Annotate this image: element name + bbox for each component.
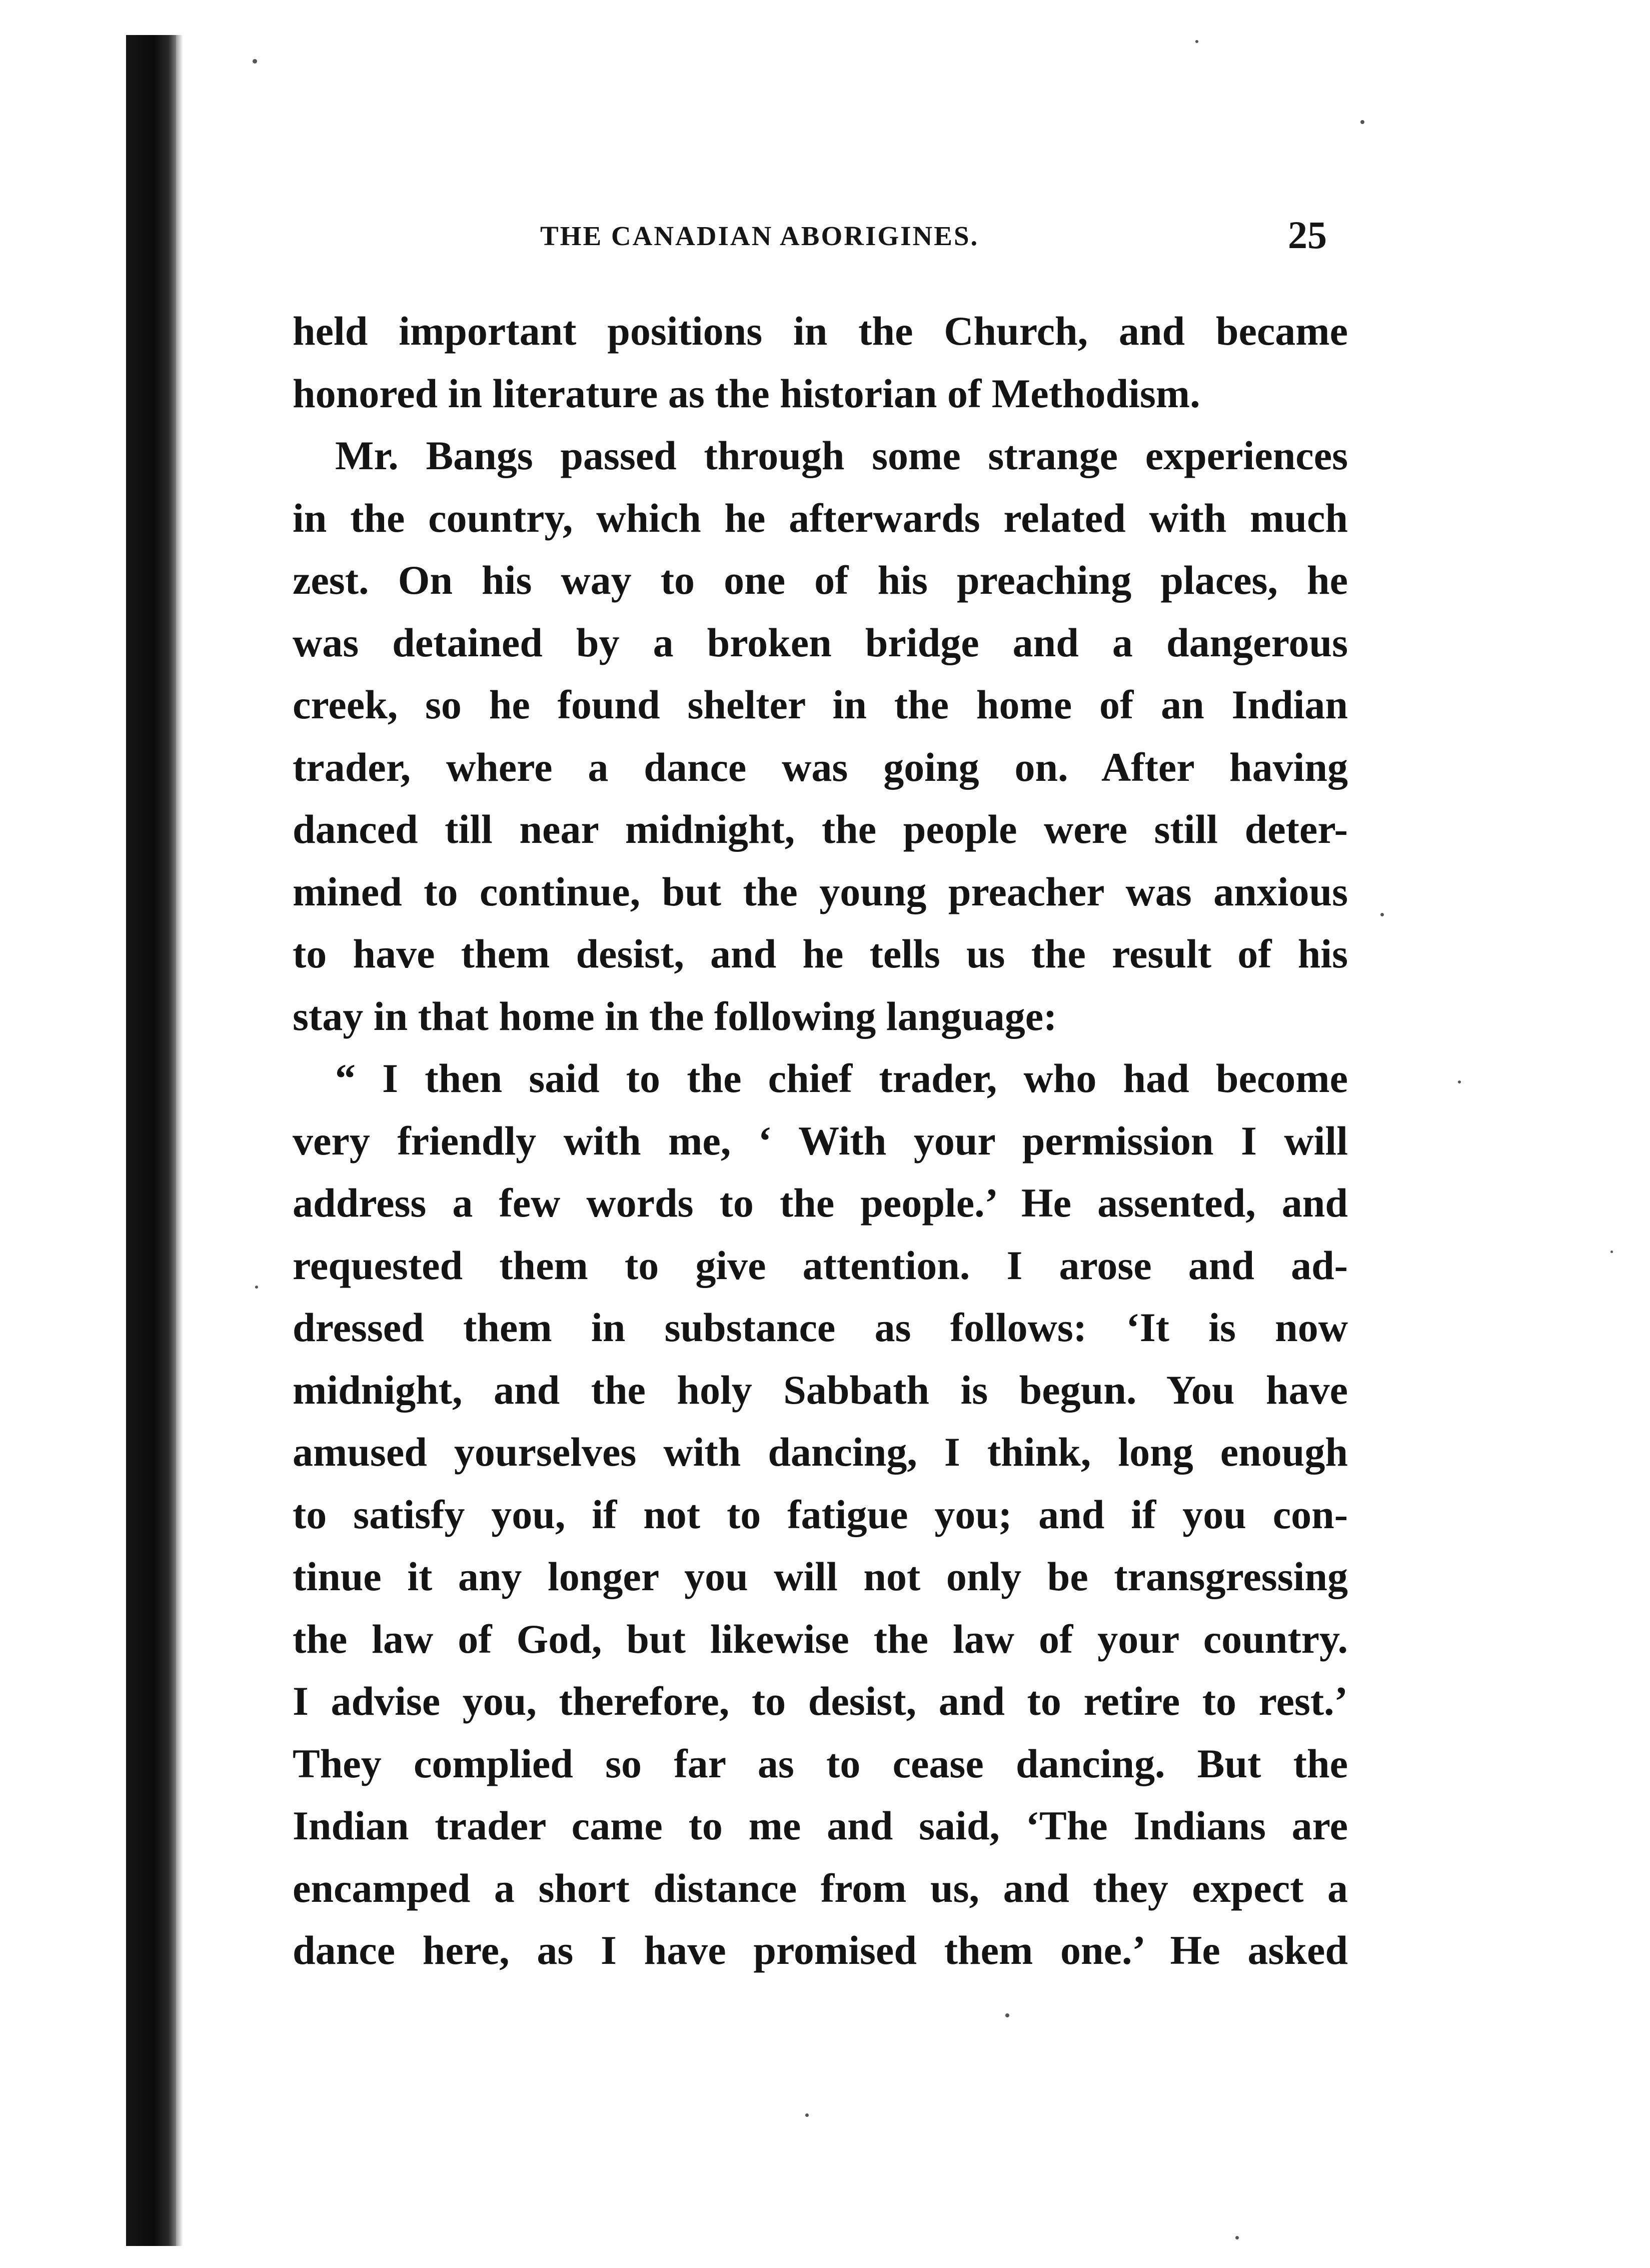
scan-speck [1005,2013,1009,2017]
text-line: mined to continue, but the young preacher was anxious [293,868,1348,914]
text-line: “ I then said to the chief trader, who had become [335,1055,1348,1101]
scan-speck [1380,913,1384,916]
text-line: in the country, which he afterwards related with much [293,495,1348,541]
text-line: address a few words to the people.’ He assented, and [293,1180,1348,1226]
text-line: Indian trader came to me and said, ‘The Indians are [293,1803,1348,1848]
text-line: I advise you, therefore, to desist, and to retire to rest.’ [293,1678,1348,1724]
body-text [293,300,1348,1982]
text-line: amused yourselves with dancing, I think, long enough [293,1429,1348,1475]
scan-speck [1360,120,1364,124]
text-line: Mr. Bangs passed through some strange experiences [335,433,1348,478]
text-line: to satisfy you, if not to fatigue you; and if you con- [293,1491,1348,1537]
text-line: midnight, and the holy Sabbath is begun. You have [293,1367,1348,1413]
page-number: 25 [1288,213,1327,257]
running-head-title: THE CANADIAN ABORIGINES. [540,221,979,251]
text-line: stay in that home in the following language: [293,993,1057,1039]
scan-speck [1610,1251,1613,1253]
text-line: to have them desist, and he tells us the result of his [293,931,1348,976]
scan-speck [1235,2236,1239,2239]
text-line: trader, where a dance was going on. After having [293,744,1348,790]
text-line: the law of God, but likewise the law of your country. [293,1616,1348,1662]
text-line: was detained by a broken bridge and a dangerous [293,619,1348,665]
binding-edge-shadow [126,35,176,2246]
text-line: encamped a short distance from us, and they expect a [293,1865,1348,1911]
text-line: danced till near midnight, the people were still deter- [293,806,1348,852]
scan-speck [1195,40,1198,43]
text-line: dance here, as I have promised them one.’ He asked [293,1927,1348,1973]
text-line: creek, so he found shelter in the home of an Indian [293,682,1348,727]
text-line: honored in literature as the historian of Methodism. [293,370,1200,416]
text-line: held important positions in the Church, and became [293,308,1348,354]
text-line: requested them to give attention. I arose and ad- [293,1242,1348,1288]
scan-speck [1458,1080,1461,1083]
scan-speck [805,2113,809,2117]
scan-speck [253,59,257,64]
text-line: tinue it any longer you will not only be transgressing [293,1554,1348,1599]
text-line: very friendly with me, ‘ With your permission I will [293,1117,1348,1164]
text-line: dressed them in substance as follows: ‘It is now [293,1305,1348,1350]
text-line: They complied so far as to cease dancing. But the [293,1740,1348,1786]
scan-speck [255,1286,258,1289]
text-line: zest. On his way to one of his preaching places, he [293,557,1348,603]
